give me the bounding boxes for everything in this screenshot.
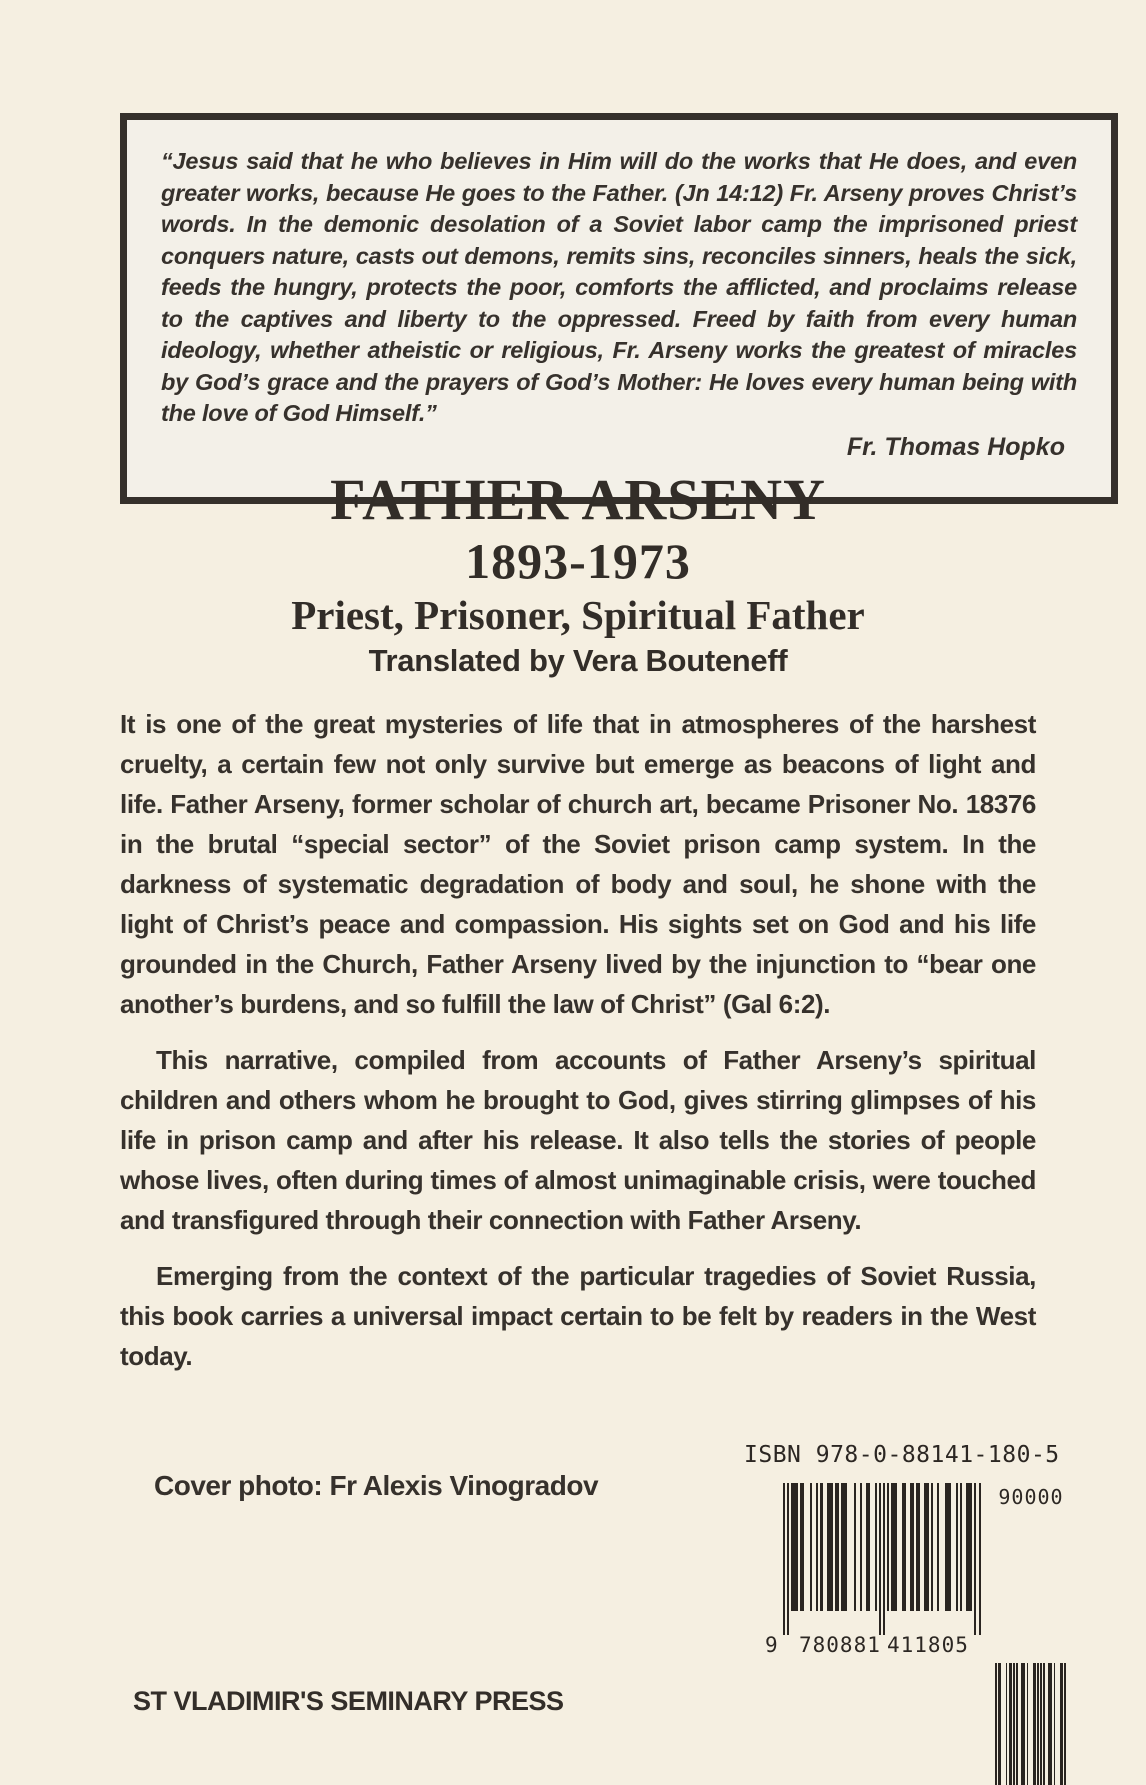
price-addon-label: 90000 — [998, 1485, 1064, 1509]
body-paragraph: It is one of the great mysteries of life that in atmospheres of the harshest cruelty, a certain few not only survive but emerge as beacons of light and life. Father Arseny, former scholar of church art, became Prisoner No. 18376 in the brutal “special sector” of the Soviet prison camp system. In the darkness of systematic degradation of body and soul, he shone with the light of Christ’s peace and compassion. His sights set on God and his life grounded in the Church, Father Arseny lived by the injunction to “bear one another’s burdens, and so fulfill the law of Christ” (Gal 6:2). — [120, 709, 1036, 1019]
endorsement-quote-text: “Jesus said that he who believes in Him will do the works that He does, and even greater works, because He goes to the Father. (Jn 14:12) Fr. Arseny proves Christ’s words. In the demonic desolation of a Soviet labor camp the imprisoned priest conquers nature, casts out demons, remits sins, reconciles sinners, heals the sick, feeds the hungry, protects the poor, comforts the afflicted, and proclaims release to the captives and liberty to the oppressed. Freed by faith from every human ideology, whether atheistic or religious, Fr. Arseny works the greatest of miracles by God’s grace and the prayers of God’s Mother: He loves every human being with the love of God Himself.” — [161, 148, 1077, 426]
ean13-digits — [765, 1633, 981, 1661]
book-subtitle: Priest, Prisoner, Spiritual Father — [291, 592, 865, 638]
cover-photo-credit: Cover photo: Fr Alexis Vinogradov — [154, 1470, 599, 1501]
ean13-digit-group: 780881 — [799, 1633, 881, 1657]
book-title: FATHER ARSENY — [330, 467, 826, 532]
endorsement-attribution: Fr. Thomas Hopko — [846, 432, 1065, 461]
body-copy — [120, 704, 1036, 1392]
endorsement-quote-box — [120, 113, 1118, 504]
ean13-barcode — [783, 1483, 981, 1635]
book-years: 1893-1973 — [465, 533, 691, 589]
ean13-digit-group: 9 — [765, 1633, 778, 1657]
title-block — [120, 468, 1036, 682]
ean5-addon-barcode — [995, 1663, 1066, 1785]
body-paragraph: Emerging from the context of the particular tragedies of Soviet Russia, this book carries a universal impact certain to be felt by readers in the West today. — [120, 1261, 1036, 1371]
publisher-imprint: ST VLADIMIR'S SEMINARY PRESS — [133, 1686, 564, 1716]
barcode-area — [765, 1483, 1073, 1663]
translator-line: Translated by Vera Bouteneff — [368, 643, 788, 678]
isbn-label: ISBN 978-0-88141-180-5 — [744, 1442, 1060, 1468]
body-paragraph: This narrative, compiled from accounts of Father Arseny’s spiritual children and others whom he brought to God, gives stirring glimpses of his life in prison camp and after his release. It also tells the stories of people whose lives, often during times of almost unimaginable crisis, were touched and transfigured through their connection with Father Arseny. — [120, 1045, 1036, 1235]
ean13-digit-group: 411805 — [887, 1633, 969, 1657]
